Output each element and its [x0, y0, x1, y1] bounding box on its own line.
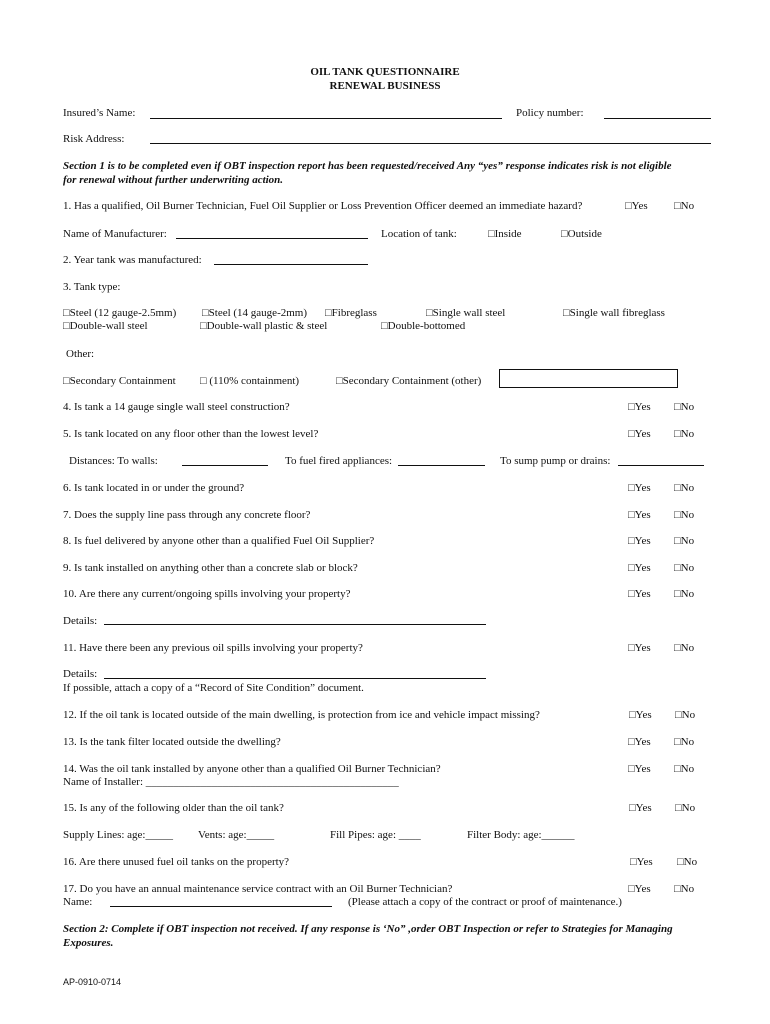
risk-address-field[interactable]: [150, 143, 711, 144]
section1-note-line2: for renewal without further underwriting action.: [63, 174, 284, 186]
q16-yes-checkbox[interactable]: □Yes: [630, 856, 653, 868]
containment-110-checkbox[interactable]: □ (110% containment): [200, 375, 300, 387]
question-7: 7. Does the supply line pass through any concrete floor?: [63, 509, 311, 521]
q13-no-checkbox[interactable]: □No: [674, 736, 695, 748]
question-9: 9. Is tank installed on anything other than a concrete slab or block?: [63, 562, 358, 574]
section2-note-line1: Section 2: Complete if OBT inspection not received. If any response is ‘No” ,order OBT Inspection or refer to Strategies for Managing: [63, 923, 673, 935]
technician-name-label: Name:: [63, 896, 93, 908]
insured-name-label: Insured’s Name:: [63, 107, 136, 119]
q9-yes-checkbox[interactable]: □Yes: [628, 562, 651, 574]
details-label-2: Details:: [63, 668, 98, 680]
distance-sump-field[interactable]: [618, 465, 704, 466]
question-11: 11. Have there been any previous oil spills involving your property?: [63, 642, 363, 654]
technician-name-field[interactable]: [110, 906, 332, 907]
q6-no-checkbox[interactable]: □No: [674, 482, 695, 494]
q9-no-checkbox[interactable]: □No: [674, 562, 695, 574]
manufacturer-field[interactable]: [176, 238, 368, 239]
policy-number-field[interactable]: [604, 118, 711, 119]
policy-number-label: Policy number:: [516, 107, 584, 119]
q1-yes-checkbox[interactable]: □Yes: [625, 200, 648, 212]
question-12: 12. If the oil tank is located outside of the main dwelling, is protection from ice and vehicle impact missing?: [63, 709, 540, 721]
filter-body-age-field[interactable]: Filter Body: age:______: [467, 829, 575, 841]
attach-contract-note: (Please attach a copy of the contract or proof of maintenance.): [348, 896, 622, 908]
question-10: 10. Are there any current/ongoing spills involving your property?: [63, 588, 351, 600]
q7-yes-checkbox[interactable]: □Yes: [628, 509, 651, 521]
question-14: 14. Was the oil tank installed by anyone other than a qualified Oil Burner Technician?: [63, 763, 441, 775]
question-2: 2. Year tank was manufactured:: [63, 254, 202, 266]
question-13: 13. Is the tank filter located outside the dwelling?: [63, 736, 281, 748]
q13-yes-checkbox[interactable]: □Yes: [628, 736, 651, 748]
question-1: 1. Has a qualified, Oil Burner Technician, Fuel Oil Supplier or Loss Prevention Officer deemed an immediate hazard?: [63, 200, 583, 212]
section2-note-line2: Exposures.: [63, 937, 114, 949]
q12-no-checkbox[interactable]: □No: [675, 709, 696, 721]
question-5: 5. Is tank located on any floor other than the lowest level?: [63, 428, 319, 440]
year-manufactured-field[interactable]: [214, 264, 368, 265]
distances-walls-label: Distances: To walls:: [69, 455, 158, 467]
q6-yes-checkbox[interactable]: □Yes: [628, 482, 651, 494]
q8-yes-checkbox[interactable]: □Yes: [628, 535, 651, 547]
q14-no-checkbox[interactable]: □No: [674, 763, 695, 775]
risk-address-label: Risk Address:: [63, 133, 125, 145]
tank-location-label: Location of tank:: [381, 228, 457, 240]
question-6: 6. Is tank located in or under the ground?: [63, 482, 245, 494]
question-4: 4. Is tank a 14 gauge single wall steel construction?: [63, 401, 290, 413]
q4-yes-checkbox[interactable]: □Yes: [628, 401, 651, 413]
double-wall-steel-checkbox[interactable]: □Double-wall steel: [63, 320, 148, 332]
form-title: OIL TANK QUESTIONNAIRE: [310, 66, 460, 78]
distance-appliances-label: To fuel fired appliances:: [285, 455, 393, 467]
q16-no-checkbox[interactable]: □No: [677, 856, 698, 868]
details-field-2[interactable]: [104, 678, 486, 679]
q15-no-checkbox[interactable]: □No: [675, 802, 696, 814]
q4-no-checkbox[interactable]: □No: [674, 401, 695, 413]
distance-walls-field[interactable]: [182, 465, 268, 466]
outside-checkbox[interactable]: □Outside: [561, 228, 602, 240]
single-wall-steel-checkbox[interactable]: □Single wall steel: [426, 307, 506, 319]
form-subtitle: RENEWAL BUSINESS: [329, 80, 441, 92]
section1-note-line1: Section 1 is to be completed even if OBT inspection report has been requested/received Any “yes” response indicates risk is not eligible: [63, 160, 672, 172]
q8-no-checkbox[interactable]: □No: [674, 535, 695, 547]
supply-lines-age-field[interactable]: Supply Lines: age:_____: [63, 829, 173, 841]
q5-yes-checkbox[interactable]: □Yes: [628, 428, 651, 440]
question-15: 15. Is any of the following older than the oil tank?: [63, 802, 284, 814]
question-3: 3. Tank type:: [63, 281, 121, 293]
q14-yes-checkbox[interactable]: □Yes: [628, 763, 651, 775]
question-17: 17. Do you have an annual maintenance service contract with an Oil Burner Technician?: [63, 883, 453, 895]
distance-sump-label: To sump pump or drains:: [500, 455, 611, 467]
insured-name-field[interactable]: [150, 118, 502, 119]
double-wall-plastic-checkbox[interactable]: □Double-wall plastic & steel: [200, 320, 328, 332]
manufacturer-label: Name of Manufacturer:: [63, 228, 167, 240]
other-label: Other:: [66, 348, 95, 360]
q11-yes-checkbox[interactable]: □Yes: [628, 642, 651, 654]
q10-yes-checkbox[interactable]: □Yes: [628, 588, 651, 600]
q10-no-checkbox[interactable]: □No: [674, 588, 695, 600]
single-wall-fibreglass-checkbox[interactable]: □Single wall fibreglass: [563, 307, 665, 319]
fill-pipes-age-field[interactable]: Fill Pipes: age: ____: [330, 829, 421, 841]
q1-no-checkbox[interactable]: □No: [674, 200, 695, 212]
details-label: Details:: [63, 615, 98, 627]
secondary-containment-checkbox[interactable]: □Secondary Containment: [63, 375, 176, 387]
inside-checkbox[interactable]: □Inside: [488, 228, 522, 240]
double-bottomed-checkbox[interactable]: □Double-bottomed: [381, 320, 466, 332]
fibreglass-checkbox[interactable]: □Fibreglass: [325, 307, 377, 319]
q11-no-checkbox[interactable]: □No: [674, 642, 695, 654]
q17-no-checkbox[interactable]: □No: [674, 883, 695, 895]
form-code: AP-0910-0714: [63, 977, 122, 987]
other-containment-input[interactable]: [499, 369, 678, 388]
q17-yes-checkbox[interactable]: □Yes: [628, 883, 651, 895]
details-field[interactable]: [104, 624, 486, 625]
attach-record-note: If possible, attach a copy of a “Record of Site Condition” document.: [63, 682, 364, 694]
q5-no-checkbox[interactable]: □No: [674, 428, 695, 440]
q15-yes-checkbox[interactable]: □Yes: [629, 802, 652, 814]
q7-no-checkbox[interactable]: □No: [674, 509, 695, 521]
installer-name-field[interactable]: Name of Installer: ______________________________________________: [63, 776, 399, 788]
steel-12-gauge-checkbox[interactable]: □Steel (12 gauge-2.5mm): [63, 307, 177, 319]
secondary-containment-other-checkbox[interactable]: □Secondary Containment (other): [336, 375, 482, 387]
q12-yes-checkbox[interactable]: □Yes: [629, 709, 652, 721]
question-8: 8. Is fuel delivered by anyone other than a qualified Fuel Oil Supplier?: [63, 535, 375, 547]
question-16: 16. Are there unused fuel oil tanks on the property?: [63, 856, 290, 868]
steel-14-gauge-checkbox[interactable]: □Steel (14 gauge-2mm): [202, 307, 308, 319]
vents-age-field[interactable]: Vents: age:_____: [198, 829, 275, 841]
distance-appliances-field[interactable]: [398, 465, 485, 466]
